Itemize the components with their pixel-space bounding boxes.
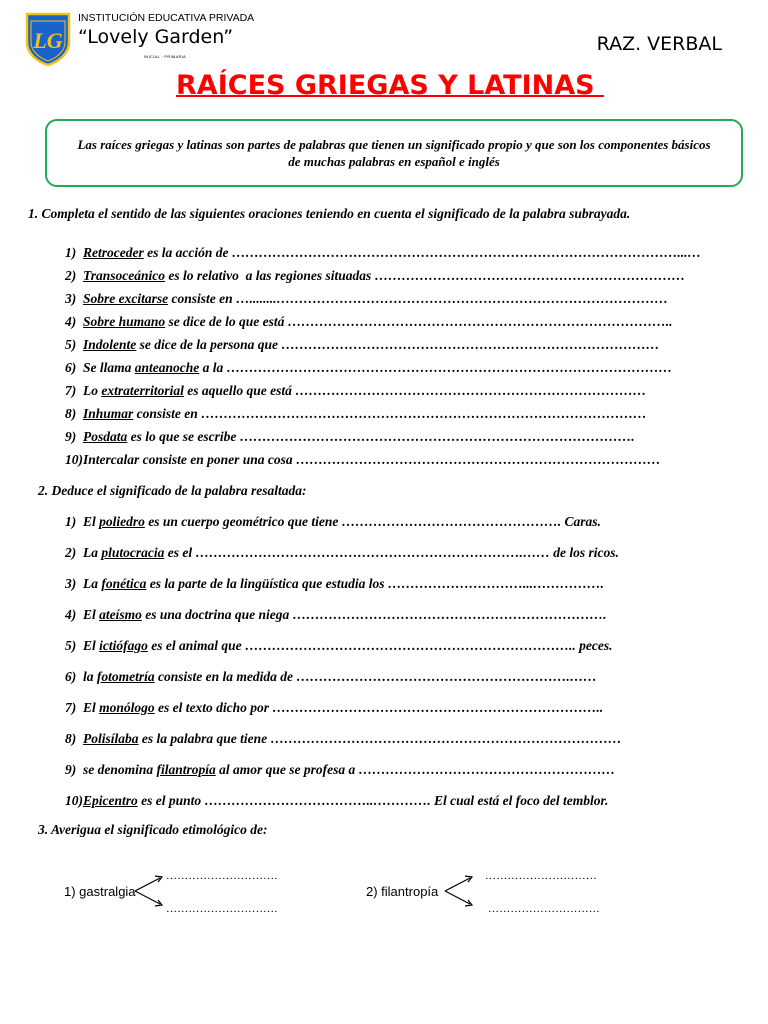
list-item — [65, 638, 613, 654]
intro-box — [45, 119, 743, 187]
item-number: 9) — [65, 762, 77, 777]
item-number: 2) — [65, 268, 77, 283]
item-completion-blank[interactable]: es la parte de la lingüística que estudia los …………………………...……………. — [146, 576, 604, 591]
list-item — [65, 545, 619, 561]
target-word: monólogo — [99, 700, 155, 715]
item-completion-blank[interactable]: se dice de lo que está ………………………………………………………………………….. — [165, 314, 673, 329]
school-levels: INICIAL · PRIMARIA — [144, 54, 187, 59]
target-word: Polisílaba — [83, 731, 139, 746]
item-completion-blank[interactable]: es la palabra que tiene …………………………………………………………………… — [138, 731, 622, 746]
list-item — [65, 406, 647, 422]
item-prefix: El — [83, 514, 100, 529]
section1-heading: 1. Completa el sentido de las siguientes oraciones teniendo en cuenta el significado de la palabra subrayada. — [28, 206, 631, 221]
bracket-arrows-2 — [444, 874, 478, 910]
item-number: 8) — [65, 731, 77, 746]
list-item — [65, 514, 601, 530]
target-word: filantropía — [156, 762, 216, 777]
target-word: ictiófago — [99, 638, 148, 653]
item-prefix: Se llama — [83, 360, 135, 375]
target-word: Transoceánico — [83, 268, 165, 283]
target-word: extraterritorial — [101, 383, 184, 398]
item-completion-blank[interactable]: es el ……………………………………………………………….…… de los ricos. — [164, 545, 619, 560]
item-number: 3) — [65, 576, 77, 591]
item-completion-blank[interactable]: consiste en ……………………………………………………………………………………… — [133, 406, 647, 421]
item-number: 5) — [65, 638, 77, 653]
item-prefix: La — [83, 545, 102, 560]
list-item — [65, 793, 608, 809]
item-completion-blank[interactable]: a la ……………………………………………………………………………………… — [199, 360, 673, 375]
subject-label: RAZ. VERBAL — [596, 33, 722, 55]
list-item — [65, 700, 603, 716]
target-word: plutocracia — [101, 545, 165, 560]
list-item — [65, 268, 685, 284]
item-number: 4) — [65, 314, 77, 329]
item-number: 3) — [65, 291, 77, 306]
list-item — [65, 383, 646, 399]
exercise3-word-2: 2) filantropía — [366, 884, 439, 899]
list-item — [65, 576, 604, 592]
item-number: 9) — [65, 429, 77, 444]
list-item — [65, 314, 673, 330]
list-item — [65, 360, 672, 376]
item-completion-blank[interactable]: es el punto ………………………………..…………. El cual está el foco del temblor. — [137, 793, 609, 808]
list-item — [65, 669, 597, 685]
item-number: 4) — [65, 607, 77, 622]
blank-2-bottom[interactable]: ………………………… — [488, 903, 600, 915]
target-word: Sobre humano — [83, 314, 166, 329]
item-completion-blank[interactable]: es el texto dicho por ……………………………………………………………….. — [154, 700, 604, 715]
item-completion-blank[interactable]: es el animal que ……………………………………………………………….. peces. — [147, 638, 613, 653]
list-item — [65, 762, 615, 778]
target-word: fotometría — [96, 669, 155, 684]
blank-1-bottom[interactable]: ………………………… — [166, 903, 278, 915]
blank-1-top[interactable]: ………………………… — [166, 870, 278, 882]
item-number: 1) — [65, 514, 77, 529]
school-logo — [24, 12, 72, 66]
item-number: 1) — [65, 245, 77, 260]
institution-label: INSTITUCIÓN EDUCATIVA PRIVADA — [78, 12, 255, 24]
list-item — [65, 337, 659, 353]
item-prefix: Intercalar consiste en poner una cosa ……………………………………………………………………… — [83, 452, 661, 467]
item-prefix: Lo — [83, 383, 102, 398]
item-prefix: El — [83, 638, 100, 653]
item-prefix: El — [83, 607, 100, 622]
item-number: 6) — [65, 360, 77, 375]
item-number: 10) — [65, 452, 83, 467]
target-word: Indolente — [83, 337, 137, 352]
item-number: 7) — [65, 383, 77, 398]
target-word: Posdata — [83, 429, 128, 444]
list-item — [65, 607, 607, 623]
list-item — [65, 429, 635, 445]
list-item — [65, 731, 622, 747]
item-prefix: se denomina — [83, 762, 157, 777]
item-completion-blank[interactable]: se dice de la persona que ………………………………………………………………………… — [136, 337, 660, 352]
list-item — [65, 245, 701, 261]
target-word: Inhumar — [83, 406, 134, 421]
target-word: Epicentro — [83, 793, 138, 808]
section2-heading: 2. Deduce el significado de la palabra resaltada: — [38, 483, 307, 498]
list-item — [65, 452, 661, 468]
item-completion-blank[interactable]: es aquello que está …………………………………………………………………… — [183, 383, 647, 398]
item-completion-blank[interactable]: es una doctrina que niega ……………………………………………………………. — [141, 607, 607, 622]
target-word: fonética — [101, 576, 147, 591]
intro-text: Las raíces griegas y latinas son partes de palabras que tienen un significado propio y que son los componentes básicos de muchas palabras en español e inglés — [77, 137, 711, 169]
item-prefix: La — [83, 576, 102, 591]
target-word: Retroceder — [83, 245, 144, 260]
item-prefix: El — [83, 700, 100, 715]
target-word: Sobre excitarse — [83, 291, 169, 306]
item-number: 10) — [65, 793, 83, 808]
item-completion-blank[interactable]: al amor que se profesa a ………………………………………………… — [215, 762, 616, 777]
item-number: 2) — [65, 545, 77, 560]
school-name: “Lovely Garden” — [78, 26, 234, 48]
item-number: 5) — [65, 337, 77, 352]
item-completion-blank[interactable]: es lo relativo a las regiones situadas …………………………………………………………… — [165, 268, 686, 283]
item-prefix: la — [83, 669, 97, 684]
exercise3-word-1: 1) gastralgia — [64, 884, 136, 899]
blank-2-top[interactable]: ………………………… — [485, 870, 597, 882]
target-word: poliedro — [99, 514, 145, 529]
item-completion-blank[interactable]: es lo que se escribe ……………………………………………………………………………. — [127, 429, 635, 444]
item-completion-blank[interactable]: consiste en …........…………………………………………………………………………… — [168, 291, 669, 306]
logo-initials: LG — [33, 28, 63, 53]
item-completion-blank[interactable]: consiste en la medida de …………………………………………………….…… — [154, 669, 597, 684]
list-item — [65, 291, 668, 307]
target-word: ateísmo — [99, 607, 142, 622]
section3-heading: 3. Averigua el significado etimológico de: — [38, 822, 268, 837]
item-completion-blank[interactable]: es la acción de ………………………………………………………………………………………...… — [143, 245, 701, 260]
item-number: 7) — [65, 700, 77, 715]
page-title: RAÍCES GRIEGAS Y LATINAS — [176, 70, 604, 101]
item-completion-blank[interactable]: es un cuerpo geométrico que tiene …………………………………………. Caras. — [144, 514, 601, 529]
item-number: 6) — [65, 669, 77, 684]
target-word: anteanoche — [134, 360, 200, 375]
bracket-arrows-1 — [134, 874, 168, 910]
item-number: 8) — [65, 406, 77, 421]
